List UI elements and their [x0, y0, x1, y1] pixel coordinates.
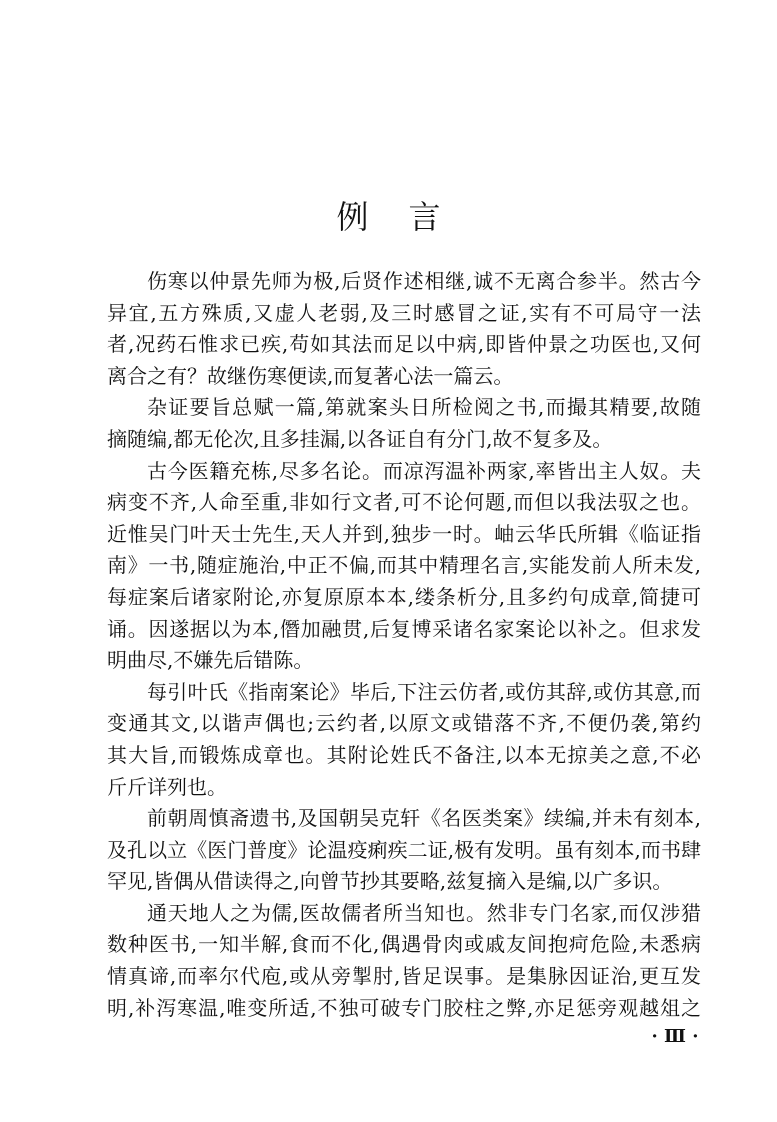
- text-line: 杂证要旨总赋一篇,第就案头日所检阅之书,而撮其精要,故随: [147, 395, 701, 420]
- text-line: 每引叶氏《指南案论》毕后,下注云仿者,或仿其辞,或仿其意,而: [147, 679, 701, 704]
- text-line: 其大旨,而锻炼成章也。其附论姓氏不备注,以本无掠美之意,不必: [107, 742, 701, 767]
- text-line: 变通其文,以谐声偶也;云约者,以原文或错落不齐,不便仍袭,第约: [107, 711, 701, 736]
- text-line: 者,况药石惟求已疾,苟如其法而足以中病,即皆仲景之功医也,又何: [107, 332, 701, 357]
- page-title: 例言: [336, 198, 481, 236]
- paragraph: [107, 803, 701, 898]
- text-line: 古今医籍充栋,尽多名论。而凉泻温补两家,率皆出主人奴。夫: [147, 458, 701, 483]
- text-line: 罕见,皆偶从借读得之,向曾节抄其要略,兹复摘入是编,以广多识。: [107, 869, 673, 894]
- preface-body: [107, 266, 701, 1024]
- paragraph: [107, 677, 701, 803]
- text-line: 每症案后诸家附论,亦复原原本本,缕条析分,且多约句成章,简捷可: [107, 584, 701, 609]
- paragraph: [107, 392, 701, 455]
- text-line: 明曲尽,不嫌先后错陈。: [107, 648, 314, 673]
- text-line: 摘随编,都无伦次,且多挂漏,以各证自有分门,故不复多及。: [107, 426, 613, 451]
- paragraph: [107, 456, 701, 677]
- text-line: 异宜,五方殊质,又虚人老弱,及三时感冒之证,实有不可局守一法: [107, 300, 701, 325]
- paragraph: [107, 898, 701, 1024]
- text-line: 病变不齐,人命至重,非如行文者,可不论何题,而但以我法驭之也。: [107, 490, 701, 515]
- text-line: 及孔以立《医门普度》论温疫痢疾二证,极有发明。虽有刻本,而书肆: [107, 837, 701, 862]
- text-line: 明,补泻寒温,唯变所适,不独可破专门胶柱之弊,亦足惩旁观越俎之: [107, 995, 701, 1020]
- text-line: 情真谛,而率尔代庖,或从旁掣肘,皆足误事。是集脉因证治,更互发: [107, 964, 701, 989]
- text-line: 数种医书,一知半解,食而不化,偶遇骨肉或戚友间抱疴危险,未悉病: [107, 932, 701, 957]
- text-line: 前朝周慎斋遗书,及国朝吴克轩《名医类案》续编,并未有刻本,: [147, 806, 701, 831]
- text-line: 近惟吴门叶天士先生,天人并到,独步一时。岫云华氏所辑《临证指: [107, 521, 701, 546]
- text-line: 离合之有？故继伤寒便读,而复著心法一篇云。: [107, 363, 514, 388]
- text-line: 南》一书,随症施治,中正不偏,而其中精理名言,实能发前人所未发,: [107, 553, 701, 578]
- text-line: 伤寒以仲景先师为极,后贤作述相继,诚不无离合参半。然古今: [147, 269, 701, 293]
- text-line: 诵。因遂据以为本,僭加融贯,后复博采诸名家案论以补之。但求发: [107, 616, 701, 641]
- paragraph: [107, 266, 701, 392]
- page-number: · Ⅲ ·: [651, 1026, 699, 1047]
- text-line: 斤斤详列也。: [107, 774, 227, 799]
- text-line: 通天地人之为儒,医故儒者所当知也。然非专门名家,而仅涉猎: [147, 900, 701, 925]
